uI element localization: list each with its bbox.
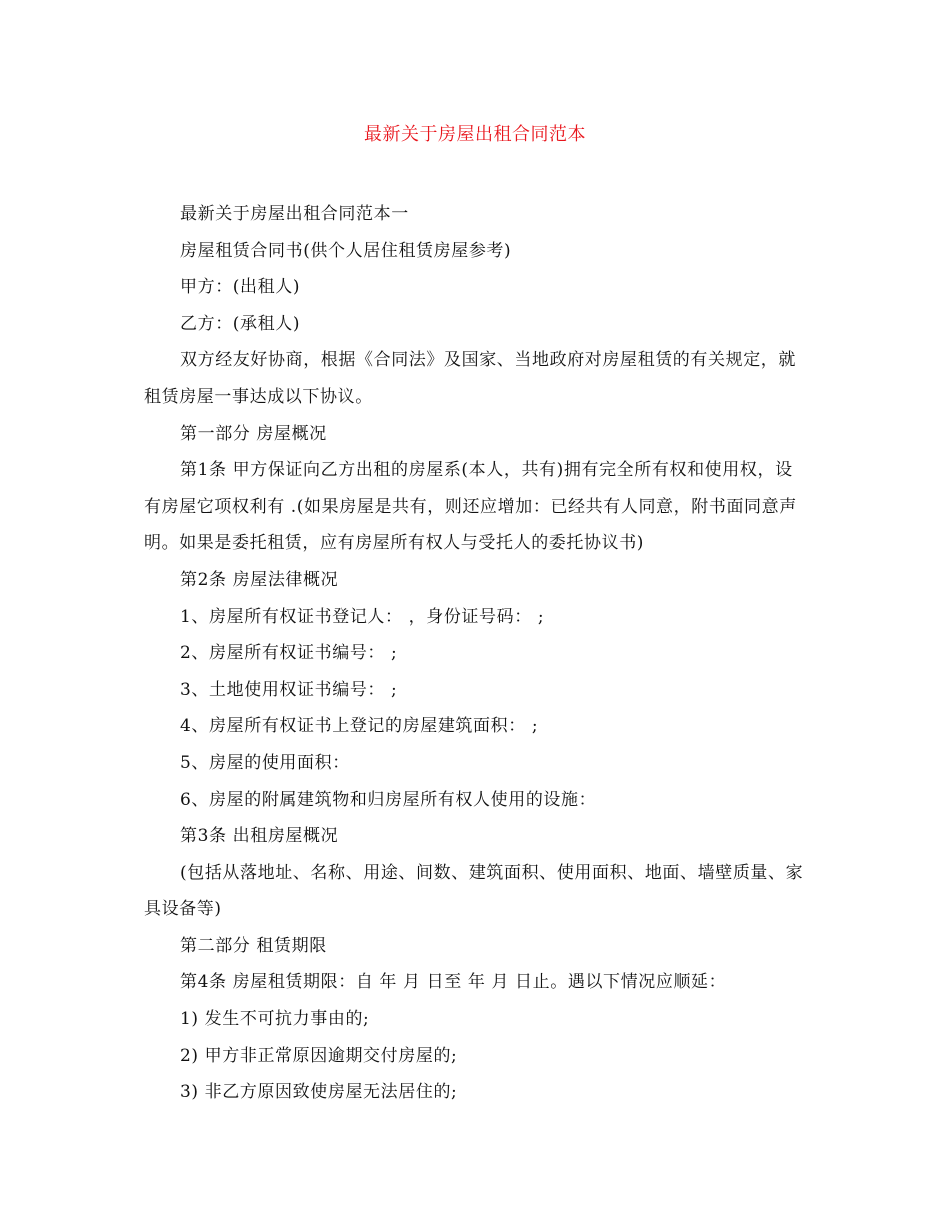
- paragraph-item-2: 2、房屋所有权证书编号： ;: [180, 643, 398, 664]
- paragraph-article-3: 第3条 出租房屋概况: [180, 826, 339, 847]
- paragraph-heading: 最新关于房屋出租合同范本一: [180, 204, 409, 224]
- paragraph-article-2: 第2条 房屋法律概况: [180, 569, 339, 590]
- paragraph-item-6: 6、房屋的附属建筑物和归房屋所有权人使用的设施：: [180, 789, 597, 810]
- paragraph-agreement-intro: 双方经友好协商，根据《合同法》及国家、当地政府对房屋租赁的有关规定，就租赁房屋一事达成以下协议。: [144, 350, 796, 407]
- paragraph-part-one: 第一部分 房屋概况: [180, 423, 327, 444]
- paragraph-article-3-detail: (包括从落地址、名称、用途、间数、建筑面积、使用面积、地面、墙壁质量、家具设备等): [144, 862, 804, 920]
- paragraph-condition-1: 1) 发生不可抗力事由的;: [180, 1009, 370, 1030]
- paragraph-condition-2: 2) 甲方非正常原因逾期交付房屋的;: [180, 1045, 458, 1066]
- paragraph-article-1: 第1条 甲方保证向乙方出租的房屋系(本人，共有)拥有完全所有权和使用权，设有房屋它项权利有 .(如果房屋是共有，则还应增加：已经共有人同意，附书面同意声明。如果是委托租赁，应有房屋所有权人与受托人的委托协议书): [144, 460, 797, 554]
- document-title: 最新关于房屋出租合同范本: [364, 124, 586, 145]
- paragraph-item-5: 5、房屋的使用面积：: [180, 752, 350, 773]
- paragraph-condition-3: 3) 非乙方原因致使房屋无法居住的;: [180, 1082, 458, 1103]
- paragraph-party-a: 甲方：(出租人): [180, 277, 301, 298]
- paragraph-party-b: 乙方：(承租人): [180, 313, 301, 334]
- paragraph-article-4: 第4条 房屋租赁期限：自 年 月 日至 年 月 日止。遇以下情况应顺延：: [180, 972, 727, 993]
- paragraph-item-1: 1、房屋所有权证书登记人： ，身份证号码： ;: [180, 606, 545, 627]
- paragraph-part-two: 第二部分 租赁期限: [180, 935, 327, 956]
- paragraph-contract-name: 房屋租赁合同书(供个人居住租赁房屋参考): [180, 240, 512, 261]
- document-body: [144, 196, 808, 1111]
- paragraph-item-3: 3、土地使用权证书编号： ;: [180, 679, 398, 700]
- paragraph-item-4: 4、房屋所有权证书上登记的房屋建筑面积： ;: [180, 716, 539, 737]
